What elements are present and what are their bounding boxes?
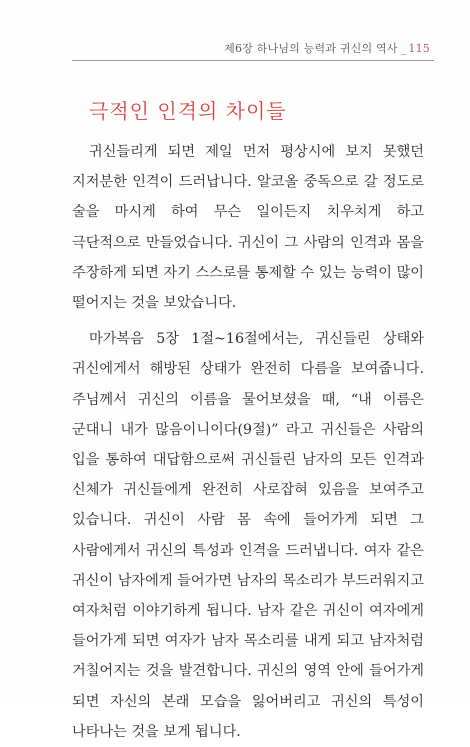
header-separator: _ [400,42,407,55]
paragraph: 귀신들리게 되면 제일 먼저 평상시에 보지 못했던 지저분한 인격이 드러납니다. 알코올 중독으로 갈 정도로 술을 마시게 하여 무슨 일이든지 치우치게 하고 극단적으로 만들었습니다. 귀신이 그 사람의 인격과 몸을 주장하게 되면 자기 스스로를 통제할 수 있는 능력이 많이 떨어지는 것을 보았습니다. [72,144,424,312]
section-title: 극적인 인격의 차이들 [89,99,287,123]
body-text [72,137,424,747]
chapter-title: 제6장 하나님의 능력과 귀신의 역사 [224,42,398,55]
running-header [224,40,430,56]
header-rule [72,60,434,61]
paragraph: 마가복음 5장 1절~16절에서는, 귀신들린 상태와 귀신에게서 해방된 상태가 완전히 다름을 보여줍니다. 주님께서 귀신의 이름을 물어보셨을 때, “내 이름은 군대니 내가 많음이니이다(9절)” 라고 귀신들은 사람의 입을 통하여 대답함으로써 귀신들린 남자의 모든 인격과 신체가 귀신들에게 완전히 사로잡혀 있음을 보여주고 있습니다. 귀신이 사람 몸 속에 들어가게 되면 그 사람에게서 귀신의 특성과 인격을 드러냅니다. 여자 같은 귀신이 남자에게 들어가면 남자의 목소리가 부드러워지고 여자처럼 이야기하게 됩니다. 남자 같은 귀신이 여자에게 들어가게 되면 여자가 남자 목소리를 내게 되고 남자처럼 거칠어지는 것을 발견합니다. 귀신의 영역 안에 들어가게 되면 자신의 본래 모습을 잃어버리고 귀신의 특성이 나타나는 것을 보게 됩니다. [72,331,424,740]
page-number: 115 [408,42,430,55]
